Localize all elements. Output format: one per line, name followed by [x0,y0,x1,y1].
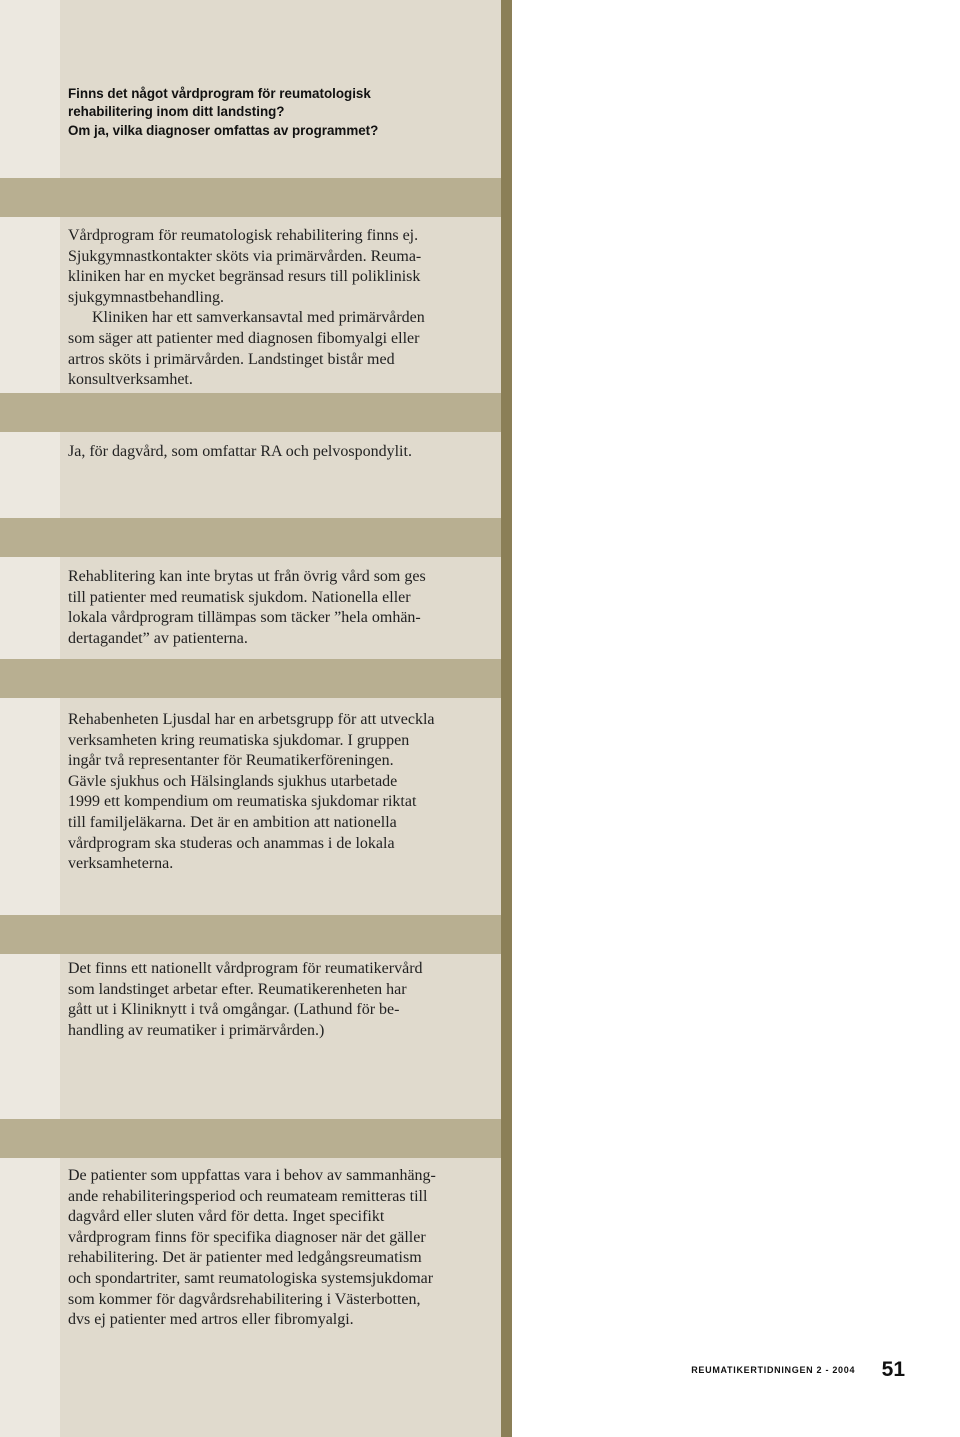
separator-band [0,1119,501,1158]
question-line: rehabilitering inom ditt landsting? [68,104,285,120]
answer-line: verksamheten kring reumatiska sjukdomar. I gruppen [68,731,410,749]
answer-line: Sjukgymnastkontakter sköts via primärvården. Reuma- [68,247,422,265]
answer-line: till familjeläkarna. Det är en ambition att nationella [68,813,397,831]
answer-block-4 [68,710,498,875]
answer-line: rehabilitering. Det är patienter med ledgångsreumatism [68,1249,422,1267]
answer-line: Rehablitering kan inte brytas ut från övrig vård som ges [68,568,426,585]
answer-line: vårdprogram finns för specifika diagnoser när det gäller [68,1228,426,1246]
answer-line: kliniken har en mycket begränsad resurs till poliklinisk [68,268,421,286]
answer-line: ande rehabiliteringsperiod och reumateam remitteras till [68,1187,428,1205]
answer-line: och spondartriter, samt reumatologiska systemsjukdomar [68,1269,434,1287]
answer-block-3 [68,567,498,649]
answer-line: Gävle sjukhus och Hälsinglands sjukhus utarbetade [68,772,398,790]
answer-line: dvs ej patienter med artros eller fibromyalgi. [68,1311,354,1329]
page-footer [485,1358,905,1382]
page-number: 51 [881,1358,905,1381]
vertical-rule [501,0,512,1437]
answer-line: 1999 ett kompendium om reumatiska sjukdomar riktat [68,793,417,811]
answer-line: sjukgymnastbehandling. [68,288,224,306]
answer-line: Kliniken har ett samverkansavtal med primärvården [92,309,425,327]
answer-line: konsultverksamhet. [68,371,193,389]
answer-line: ingår två representanter för Reumatikerföreningen. [68,752,394,770]
answer-line: vårdprogram ska studeras och anammas i de lokala [68,834,395,852]
answer-block-1 [68,226,498,391]
answer-line: verksamheterna. [68,855,174,873]
answer-block-2 [68,442,498,463]
answer-line: Vårdprogram för reumatologisk rehabilitering finns ej. [68,227,419,244]
answer-line: som säger att patienter med diagnosen fibomyalgi eller [68,329,420,347]
answer-line: dertagandet” av patienterna. [68,629,248,647]
answer-line: Det finns ett nationellt vårdprogram för reumatikervård [68,960,423,977]
separator-band [0,393,501,432]
answer-line: som kommer för dagvårdsrehabilitering i Västerbotten, [68,1290,421,1308]
answer-line: till patienter med reumatisk sjukdom. Nationella eller [68,588,411,606]
answer-line: som landstinget arbetar efter. Reumatikerenheten har [68,980,407,998]
answer-line: Ja, för dagvård, som omfattar RA och pelvospondylit. [68,443,412,460]
question-line: Om ja, vilka diagnoser omfattas av programmet? [68,122,379,138]
answer-line: artros sköts i primärvården. Landstinget bistår med [68,350,395,368]
question-line: Finns det något vårdprogram för reumatologisk [68,86,371,101]
answer-line: lokala vårdprogram tillämpas som täcker ”hela omhän- [68,609,421,627]
answer-line: De patienter som uppfattas vara i behov av sammanhäng- [68,1167,436,1184]
answer-block-5 [68,959,498,1041]
separator-band [0,518,501,557]
answer-block-6 [68,1166,498,1331]
answer-line: Rehabenheten Ljusdal har en arbetsgrupp för att utveckla [68,711,435,728]
answer-line: handling av reumatiker i primärvården.) [68,1021,325,1039]
answer-line: gått ut i Kliniknytt i två omgångar. (Lathund för be- [68,1001,400,1019]
separator-band [0,659,501,698]
separator-band [0,915,501,954]
answer-line: dagvård eller sluten vård för detta. Inget specifikt [68,1208,385,1226]
question-heading [68,85,488,140]
publication-name: REUMATIKERTIDNINGEN 2 - 2004 [691,1365,856,1375]
separator-band [0,178,501,217]
